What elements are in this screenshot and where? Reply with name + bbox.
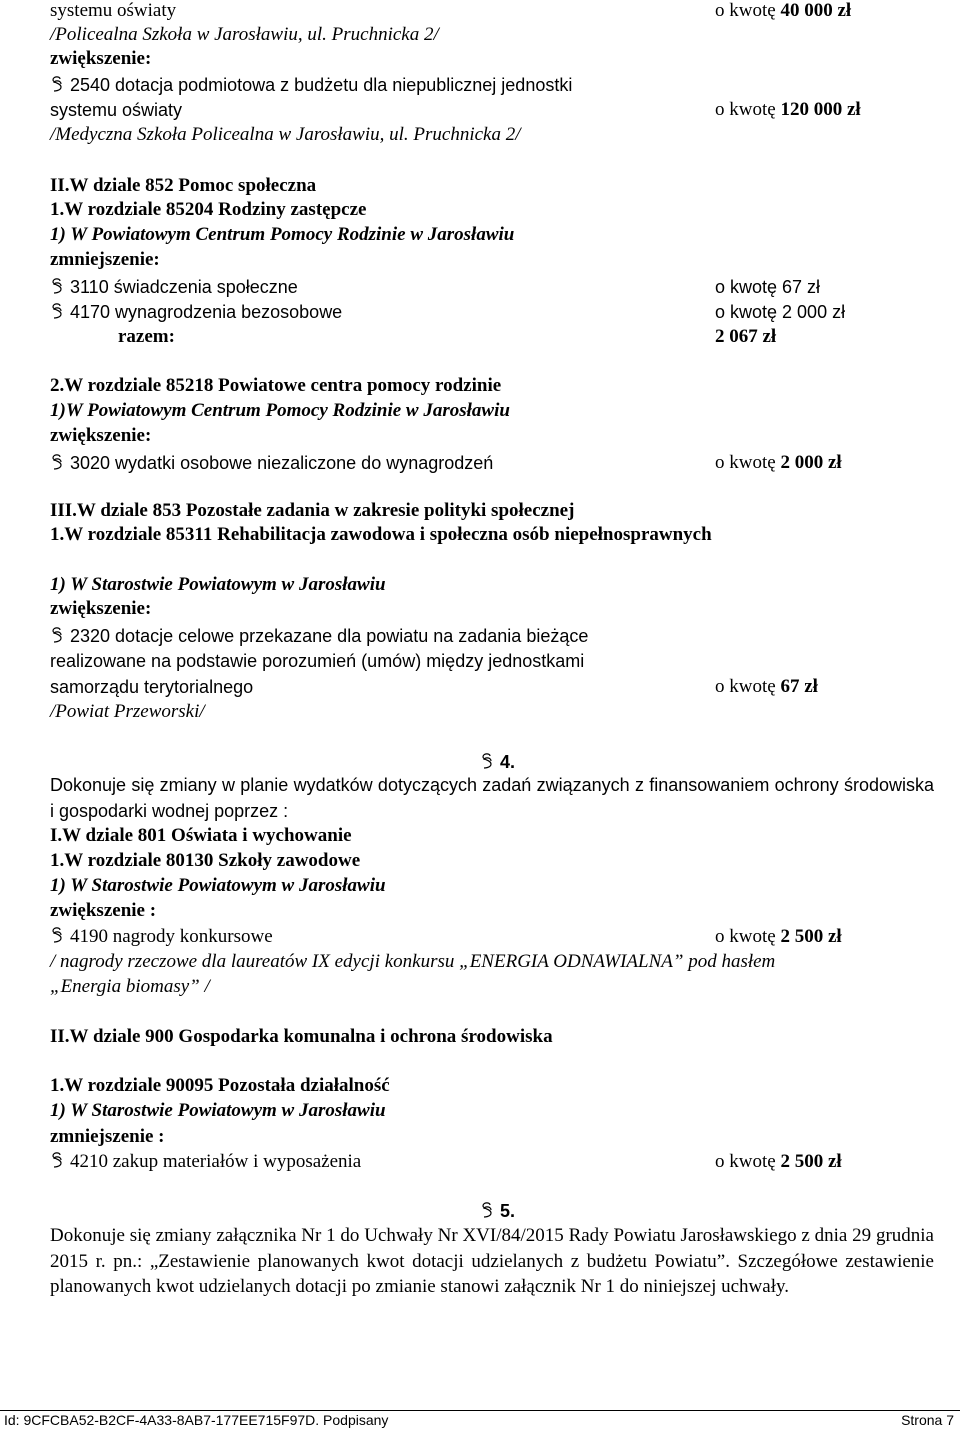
paragraph-number: 5. xyxy=(480,1200,515,1222)
change-label: zwiększenie : xyxy=(50,900,157,921)
unit-name: 1) W Starostwie Powiatowym w Jarosławiu xyxy=(50,875,386,896)
text-line: „Energia biomasy” / xyxy=(50,976,210,997)
text-line: realizowane na podstawie porozumień (umów) między jednostkami xyxy=(50,651,585,671)
unit-name: 1) W Starostwie Powiatowym w Jarosławiu xyxy=(50,1100,386,1121)
paragraph-number: 4. xyxy=(480,751,515,773)
division-heading: II.W dziale 852 Pomoc społeczna xyxy=(50,175,317,196)
change-label: zwiększenie: xyxy=(50,48,152,69)
budget-item: 4170 wynagrodzenia bezosobowe xyxy=(50,301,342,323)
budget-item: 2320 dotacje celowe przekazane dla powiatu na zadania bieżące xyxy=(50,625,588,647)
unit-name: 1)W Powiatowym Centrum Pomocy Rodzinie w Jarosławiu xyxy=(50,400,510,421)
section-mark-icon xyxy=(50,1152,64,1170)
chapter-heading: 1.W rozdziale 85204 Rodziny zastępcze xyxy=(50,199,367,220)
change-label: zmniejszenie : xyxy=(50,1126,165,1147)
section-mark-icon xyxy=(480,1202,494,1220)
amount: o kwotę 40 000 zł xyxy=(715,0,852,21)
amount: o kwotę 67 zł xyxy=(715,277,821,297)
division-heading: I.W dziale 801 Oświata i wychowanie xyxy=(50,825,352,846)
section-mark-icon xyxy=(50,303,64,321)
amount: o kwotę 2 000 zł xyxy=(715,452,842,473)
amount: o kwotę 2 000 zł xyxy=(715,302,846,322)
paragraph-text: Dokonuje się zmiany załącznika Nr 1 do Uchwały Nr XVI/84/2015 Rady Powiatu Jarosławskiego z dnia 29 grudnia 2015 r. pn.: „Zestawienie planowanych kwot dotacji udzielanych z budżetu Powiatu”. Szczegółowe zestawienie planowanych kwot udzielanych dotacji po zmianie stanowi załącznik Nr 1 do niniejszej uchwały. xyxy=(50,1225,934,1297)
text-line: /Medyczna Szkoła Policealna w Jarosławiu, ul. Pruchnicka 2/ xyxy=(50,124,521,145)
total-amount: 2 067 zł xyxy=(715,326,777,347)
change-label: zwiększenie: xyxy=(50,598,152,619)
section-mark-icon xyxy=(50,454,64,472)
text-line: /Policealna Szkoła w Jarosławiu, ul. Pruchnicka 2/ xyxy=(50,24,439,45)
amount: o kwotę 67 zł xyxy=(715,676,818,697)
text-line: samorządu terytorialnego xyxy=(50,677,254,697)
text-line: systemu oświaty xyxy=(50,100,183,120)
budget-item: 3110 świadczenia społeczne xyxy=(50,276,298,298)
text-line: /Powiat Przeworski/ xyxy=(50,701,205,722)
budget-item: 2540 dotacja podmiotowa z budżetu dla niepublicznej jednostki xyxy=(50,74,572,96)
total-label: razem: xyxy=(118,326,175,347)
section-mark-icon xyxy=(50,278,64,296)
section-mark-icon xyxy=(50,627,64,645)
unit-name: 1) W Powiatowym Centrum Pomocy Rodzinie w Jarosławiu xyxy=(50,224,515,245)
footer-divider xyxy=(0,1410,960,1411)
text-line: systemu oświaty xyxy=(50,0,177,21)
document-id: Id: 9CFCBA52-B2CF-4A33-8AB7-177EE715F97D. Podpisany xyxy=(4,1412,389,1428)
amount: o kwotę 120 000 zł xyxy=(715,99,861,120)
division-heading: III.W dziale 853 Pozostałe zadania w zakresie polityki społecznej xyxy=(50,500,575,521)
text-line: / nagrody rzeczowe dla laureatów IX edycji konkursu „ENERGIA ODNAWIALNA” pod hasłem xyxy=(50,951,776,972)
change-label: zwiększenie: xyxy=(50,425,152,446)
section-mark-icon xyxy=(50,76,64,94)
section-mark-icon xyxy=(50,927,64,945)
chapter-heading: 2.W rozdziale 85218 Powiatowe centra pomocy rodzinie xyxy=(50,375,502,396)
paragraph-text: Dokonuje się zmiany w planie wydatków dotyczących zadań związanych z finansowaniem ochrony środowiska i gospodarki wodnej poprzez : xyxy=(50,775,934,821)
amount: o kwotę 2 500 zł xyxy=(715,1151,842,1172)
chapter-heading: 1.W rozdziale 90095 Pozostała działalność xyxy=(50,1075,390,1096)
section-mark-icon xyxy=(480,753,494,771)
division-heading: II.W dziale 900 Gospodarka komunalna i ochrona środowiska xyxy=(50,1026,553,1047)
chapter-heading: 1.W rozdziale 80130 Szkoły zawodowe xyxy=(50,850,361,871)
budget-item: 4190 nagrody konkursowe xyxy=(50,926,273,948)
page-number: Strona 7 xyxy=(901,1412,954,1428)
amount: o kwotę 2 500 zł xyxy=(715,926,842,947)
budget-item: 4210 zakup materiałów i wyposażenia xyxy=(50,1151,361,1173)
chapter-heading: 1.W rozdziale 85311 Rehabilitacja zawodowa i społeczna osób niepełnosprawnych xyxy=(50,524,712,545)
change-label: zmniejszenie: xyxy=(50,249,160,270)
unit-name: 1) W Starostwie Powiatowym w Jarosławiu xyxy=(50,574,386,595)
budget-item: 3020 wydatki osobowe niezaliczone do wynagrodzeń xyxy=(50,452,493,474)
